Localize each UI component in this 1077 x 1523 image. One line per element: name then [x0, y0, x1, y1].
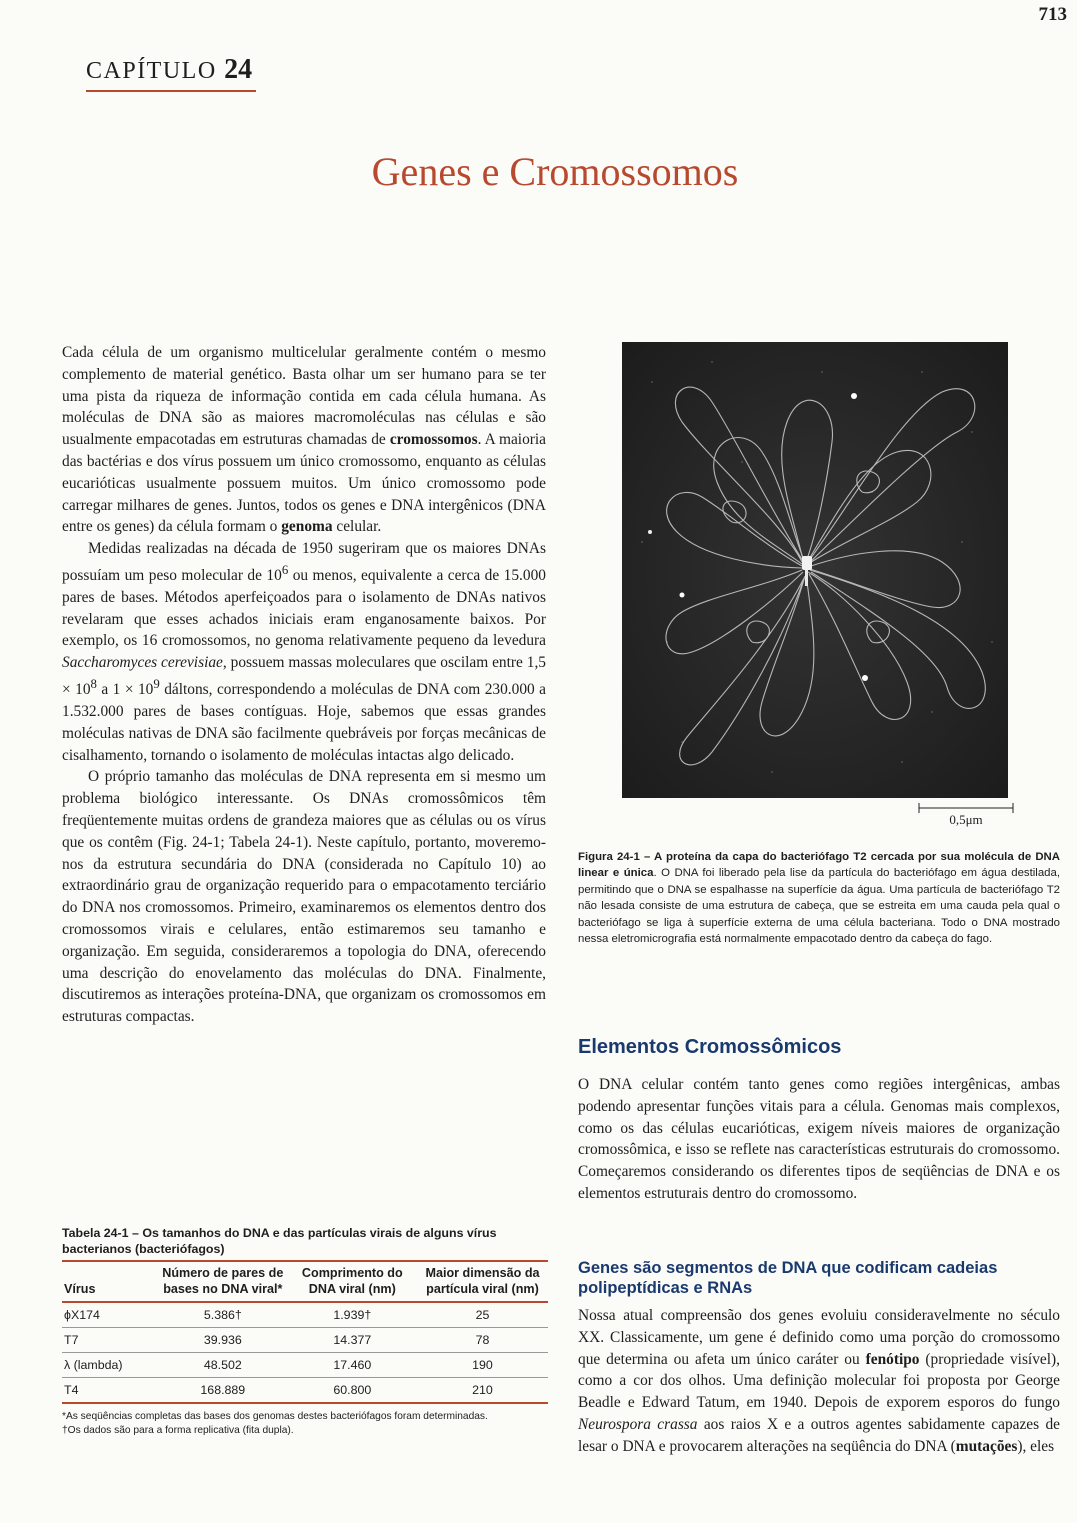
cell-virus: ϕX174: [62, 1302, 158, 1328]
intro-text: [62, 342, 546, 1028]
term-fenotipo: fenótipo: [865, 1350, 920, 1368]
cell-virus: T7: [62, 1328, 158, 1353]
cell-dimension: 78: [417, 1328, 548, 1353]
term-genoma: genoma: [281, 518, 333, 536]
intro-paragraph-3: O próprio tamanho das moléculas de DNA representa em si mesmo um problema biológico interessante. Os DNAs cromossômicos têm freqüentemente muitas ordens de grandeza maiores que as células ou os vírus que os contêm (Fig. 24-1; Tabela 24-1). Neste capítulo, portanto, moveremo-nos da estrutura secundária do DNA (considerada no Capítulo 10) ao extraordinário grau de organização requerido para o empacotamento terciário do DNA nos cromossomos. Primeiro, examinaremos os elementos dentro dos cromossomos virais e celulares, então estimaremos seu tamanho e organização. Em seguida, consideraremos a topologia do DNA, oferecendo uma descrição do enovelamento das moléculas do DNA. Finalmente, discutiremos as interações proteína-DNA, que organizam os cromossomos em estruturas compactas.: [62, 768, 546, 1026]
cell-length: 17.460: [288, 1353, 417, 1378]
cell-bases: 168.889: [158, 1378, 288, 1404]
header-bases: Número de pares de bases no DNA viral*: [158, 1261, 288, 1302]
chapter-title: Genes e Cromossomos: [371, 149, 739, 194]
table-notes: [62, 1410, 548, 1438]
intro-paragraph-2: Medidas realizadas na década de 1950 sugeriram que os maiores DNAs possuíam um peso molecular de $10^6$ ou menos, equivalente a cerca de 15.000 pares de bases. Métodos aperfeiçoados para o isolamento de DNAs nativos revelaram que esses achados iniciais eram enganosamente baixos. Por exemplo, os 16 cromossomos, no genoma relativamente pequeno da levedura Saccharomyces cerevisiae, possuem massas moleculares que oscilam entre $1,5 \times 10^8$ a $1 \times 10^9$ dáltons, correspondendo a moléculas de DNA com 230.000 a 1.532.000 pares de bases contíguas. Hoje, sabemos que essas grandes moléculas nativas de DNA são facilmente quebráveis por forças mecânicas de cisalhamento, tornando o isolamento de moléculas intactas algo delicado.: [62, 540, 546, 764]
chapter-rule: [86, 90, 256, 92]
intro-paragraph-1: Cada célula de um organismo multicelular geralmente contém o mesmo complemento de material genético. Basta olhar um ser humano para se ter uma pista da riqueza de informação contida em cada célula humana. As moléculas de DNA são as maiores macromoléculas nas células e são usualmente empacotadas em estruturas chamadas de cromossomos. A maioria das bactérias e dos vírus possuem um único cromossomo, enquanto as células eucarióticas usualmente possuem muitos. Um único cromossomo pode carregar milhares de genes. Juntos, todos os genes e DNA intergênicos (DNA entre os genes) da célula formam o genoma celular.: [62, 344, 546, 536]
table-note-1: *As seqüências completas das bases dos genomas destes bacteriófagos foram determinadas.: [62, 1411, 488, 1422]
cell-dimension: 210: [417, 1378, 548, 1404]
subsection-paragraph: Nossa atual compreensão dos genes evoluiu consideravelmente no século XX. Classicamente, um gene é definido como uma porção do cromossomo que determina ou afeta um único caráter ou fenótipo (propriedade visível), como a cor dos olhos. Uma definição molecular foi proposta por George Beadle e Edward Tatum, em 1940. Depois de exporem esporos do fungo Neurospora crassa aos raios X e a outros agentes sabidamente capazes de lesar o DNA e provocarem alterações na seqüência do DNA (mutações), eles: [578, 1307, 1060, 1455]
cell-dimension: 190: [417, 1353, 548, 1378]
section-heading: Elementos Cromossômicos: [578, 1036, 842, 1058]
virus-size-table: [62, 1260, 548, 1404]
page-number: 713: [1038, 4, 1067, 25]
table-row: [62, 1353, 548, 1378]
figure-micrograph: [622, 342, 1008, 798]
header-dimension: Maior dimensão da partícula viral (nm): [417, 1261, 548, 1302]
cell-bases: 5.386†: [158, 1302, 288, 1328]
cell-length: 60.800: [288, 1378, 417, 1404]
subsection-heading: Genes são segmentos de DNA que codificam cadeias polipeptídicas e RNAs: [578, 1259, 998, 1297]
table-note-2: †Os dados são para a forma replicativa (fita dupla).: [62, 1425, 294, 1436]
species-name: Saccharomyces cerevisiae: [62, 654, 223, 672]
cell-bases: 39.936: [158, 1328, 288, 1353]
figure-caption: Figura 24-1 – A proteína da capa do bacteriófago T2 cercada por sua molécula de DNA linear e única. O DNA foi liberado pela lise da partícula do bacteriófago em água destilada, permitindo que o DNA se espalhasse na superfície da água. Uma partícula de bacteriófago T2 não lesada consiste de uma estrutura de cabeça, que se estreita em uma cauda pela qual o bacteriófago se liga à superfície externa de uma célula bacteriana. Todo o DNA mostrado nessa eletromicrografia está normalmente empacotado dentro da cabeça do fago.: [578, 851, 1061, 946]
header-virus: Vírus: [62, 1261, 158, 1302]
table-row: [62, 1328, 548, 1353]
table-row: [62, 1302, 548, 1328]
header-length: Comprimento do DNA viral (nm): [288, 1261, 417, 1302]
cell-virus: T4: [62, 1378, 158, 1404]
figure-caption-title: Figura 24-1 – A proteína da capa do bacteriófago T2 cercada por sua molécula de DNA linear e única: [578, 851, 1060, 880]
chapter-number: 24: [224, 54, 253, 85]
scale-label: 0,5μm: [949, 812, 983, 827]
section-paragraph: O DNA celular contém tanto genes como regiões intergênicas, ambas podendo apresentar funções vitais para a célula. Genomas mais complexos, como os das células eucarióticas, exigem níveis maiores de organização cromossômica, e isso se reflete nas características estruturais do cromossomo. Começaremos considerando os diferentes tipos de seqüências de DNA e os elementos estruturais dentro do cromossomo.: [578, 1076, 1060, 1202]
dna-micrograph-image: [622, 342, 1008, 798]
chapter-label: [86, 54, 252, 86]
cell-length: 1.939†: [288, 1302, 417, 1328]
table-row: [62, 1378, 548, 1404]
table-caption: Tabela 24-1 – Os tamanhos do DNA e das partículas virais de alguns vírus bacterianos (bacteriófagos): [62, 1226, 497, 1256]
term-mutacoes: mutações: [955, 1437, 1018, 1455]
cell-bases: 48.502: [158, 1353, 288, 1378]
cell-virus: λ (lambda): [62, 1353, 158, 1378]
chapter-word: CAPÍTULO: [86, 58, 217, 84]
cell-length: 14.377: [288, 1328, 417, 1353]
species-neurospora: Neurospora crassa: [578, 1415, 698, 1433]
cell-dimension: 25: [417, 1302, 548, 1328]
term-cromossomos: cromossomos: [389, 431, 478, 449]
table-24-1: [62, 1225, 548, 1438]
